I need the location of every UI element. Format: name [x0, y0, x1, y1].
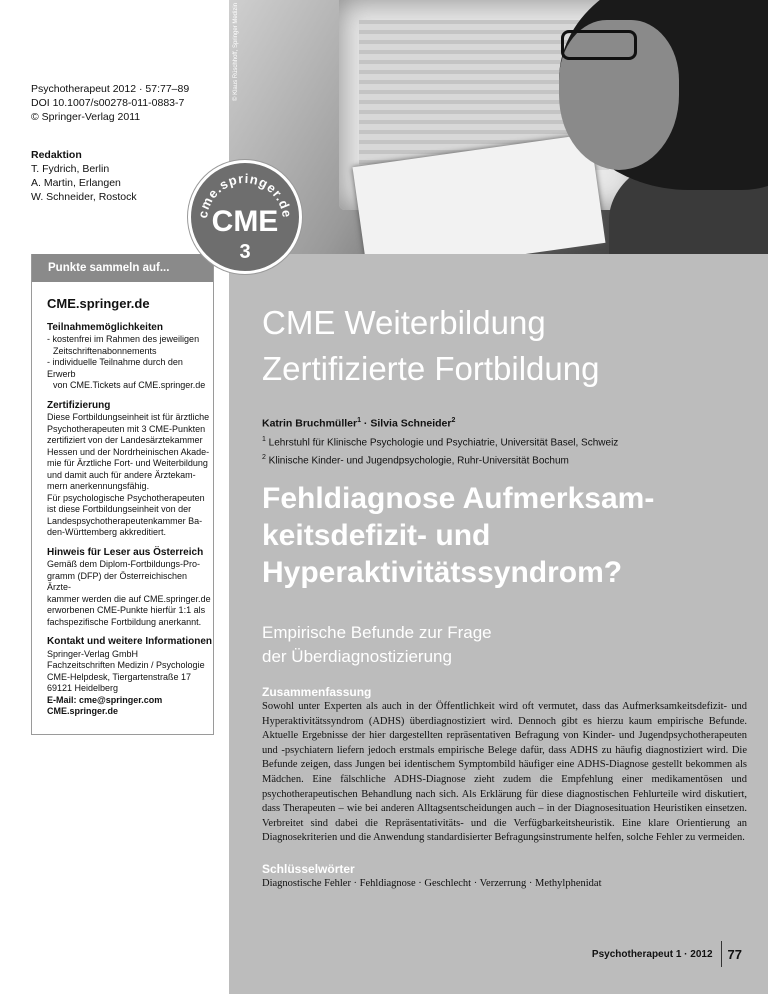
section-line: erworbenen CME-Punkte hierfür 1:1 als [47, 605, 206, 615]
article-subtitle: Empirische Befunde zur Frage der Überdiagnostizierung [262, 623, 492, 666]
section-line: fachspezifische Fortbildung anerkannt. [47, 616, 202, 627]
redaktion [31, 148, 137, 204]
cme-heading [262, 300, 599, 392]
editor: T. Fydrich, Berlin [31, 163, 110, 175]
section-line: Landespsychotherapeutenkammer Ba- [47, 515, 203, 526]
authors [262, 413, 618, 468]
article-title: Fehldiagnose Aufmerksam- keitsdefizit- und Hyperaktivitätssyndrom? [262, 482, 655, 589]
editor: W. Schneider, Rostock [31, 191, 137, 203]
section-line: CME-Helpdesk, Tiergartenstraße 17 [47, 671, 192, 682]
footer-divider [721, 941, 722, 967]
doi: DOI 10.1007/s00278-011-0883-7 [31, 97, 185, 109]
article-meta [31, 82, 189, 124]
keywords-text: Diagnostische Fehler · Fehldiagnose · Geschlecht · Verzerrung · Methylphenidat [262, 878, 602, 889]
affiliation: $^2$ Klinische Kinder- und Jugendpsychologie, Ruhr-Universität Bochum [262, 453, 569, 467]
editor: A. Martin, Erlangen [31, 177, 121, 189]
journal-citation: Psychotherapeut 2012 · 57:77–89 [31, 83, 190, 95]
section-line: und damit auch für andere Ärztekam- [47, 469, 196, 480]
abstract-text: Sowohl unter Experten als auch in der Öffentlichkeit wird oft vermutet, dass das Aufmerksamkeitsdefizit- und Hyperaktivitätssyndrom (ADHS) überdiagnostiziert wird. Dennoch gibt es hierzu kaum empirische Befunde. Aktuelle Ergebnisse der hier dargestellten repräsentativen Befragung von Kinder- und Jugendpsychotherapeuten und -psychiatern liefern jedoch erstmals empirische Belege dafür, dass ADHS zu häufig diagnostiziert wird. Die Befunde zeigen, dass Jungen bei identischem Symptombild häufiger eine ADHS-Diagnose gestellt bekommen als Mädchen. Eine fälschliche ADHS-Diagnose zieht zudem die Empfehlung einer medikamentösen und psychotherapeutischen Behandlung nach sich. Als Erklärung für diese diagnostischen Fehlurteile wird diskutiert, dass Therapeuten – wie bei anderen Alltagsentscheidungen auch – in der Diagnosesituation Heuristiken einsetzen. Verbreitet sind dabei die Repräsentativitäts- und die Verfügbarkeitsheuristik. Eine klare Orientierung an Diagnosekriterien und die Anwendung standardisierter Befragungsinstrumente helfen, solche Fehler zu vermeiden. [262, 701, 747, 844]
section-line: Diese Fortbildungseinheit ist für ärztliche [47, 412, 210, 422]
section-line: Hessen und der Nordrheinischen Akade- [47, 446, 210, 457]
section-line: kammer werden die auf CME.springer.de [47, 593, 211, 604]
section-line: Springer-Verlag GmbH [47, 648, 139, 659]
section-title: Kontakt und weitere Informationen [47, 636, 213, 647]
section-title: Teilnahmemöglichkeiten [47, 321, 163, 333]
section-line: Zeitschriftenabonnements [53, 345, 157, 356]
section-line: zertifiziert von der Landesärztekammer [47, 435, 203, 445]
author-names: Katrin Bruchmüller$^1$ · Silvia Schneider$^2$ [262, 417, 456, 430]
contact-site: CME.springer.de [47, 706, 119, 716]
section-line: von CME.Tickets auf CME.springer.de [53, 380, 206, 390]
section-line: gramm (DFP) der Österreichischen Ärzte- [47, 570, 188, 592]
section-line: Gemäß dem Diplom-Fortbildungs-Pro- [47, 559, 201, 569]
section-line: Für psychologische Psychotherapeuten [47, 492, 205, 503]
section-line: 69121 Heidelberg [47, 683, 119, 693]
section-line: - kostenfrei im Rahmen des jeweiligen [47, 334, 200, 344]
section-line: mern anerkennungsfähig. [47, 481, 150, 491]
sidebar-bar: Punkte sammeln auf... [32, 254, 213, 282]
badge-arc-text: cme.springer.de [195, 170, 295, 220]
section-line: Fachzeitschriften Medizin / Psychologie [47, 660, 205, 670]
redaktion-heading: Redaktion [31, 149, 82, 161]
cme-badge [188, 160, 302, 274]
section-title: Zertifizierung [47, 399, 111, 411]
cme-sidebar [31, 254, 214, 735]
abstract-heading: Zusammenfassung [262, 685, 372, 699]
page-number: 77 [727, 946, 742, 962]
cover-photo [229, 0, 768, 254]
affiliation: $^1$ Lehrstuhl für Klinische Psychologie und Psychiatrie, Universität Basel, Schweiz [262, 435, 619, 448]
keywords-heading: Schlüsselwörter [262, 862, 355, 876]
cme-heading-line: CME Weiterbildung [262, 304, 546, 341]
section-line: - individuelle Teilnahme durch den Erwerb [47, 357, 183, 379]
photo-credit: © Klaus Rüschhoff, Springer Medizin [233, 2, 239, 102]
section-line: Psychotherapeuten mit 3 CME-Punkten [47, 423, 206, 434]
section-line: ist diese Fortbildungseinheit von der [47, 504, 192, 514]
page-footer [592, 941, 742, 967]
contact-email: E-Mail: cme@springer.com [47, 694, 163, 705]
section-line: mie für Ärztliche Fort- und Weiterbildung [47, 458, 208, 468]
section-line: den-Württemberg akkreditiert. [47, 527, 167, 537]
section-title: Hinweis für Leser aus Österreich [47, 546, 204, 558]
badge-label: CME [211, 205, 279, 238]
cme-heading-line: Zertifizierte Fortbildung [262, 350, 600, 387]
badge-points: 3 [239, 241, 251, 263]
sidebar-site: CME.springer.de [47, 296, 150, 311]
copyright: © Springer-Verlag 2011 [31, 111, 141, 123]
glasses-shape [561, 30, 637, 60]
footer-journal: Psychotherapeut 1 · 2012 [591, 948, 713, 960]
